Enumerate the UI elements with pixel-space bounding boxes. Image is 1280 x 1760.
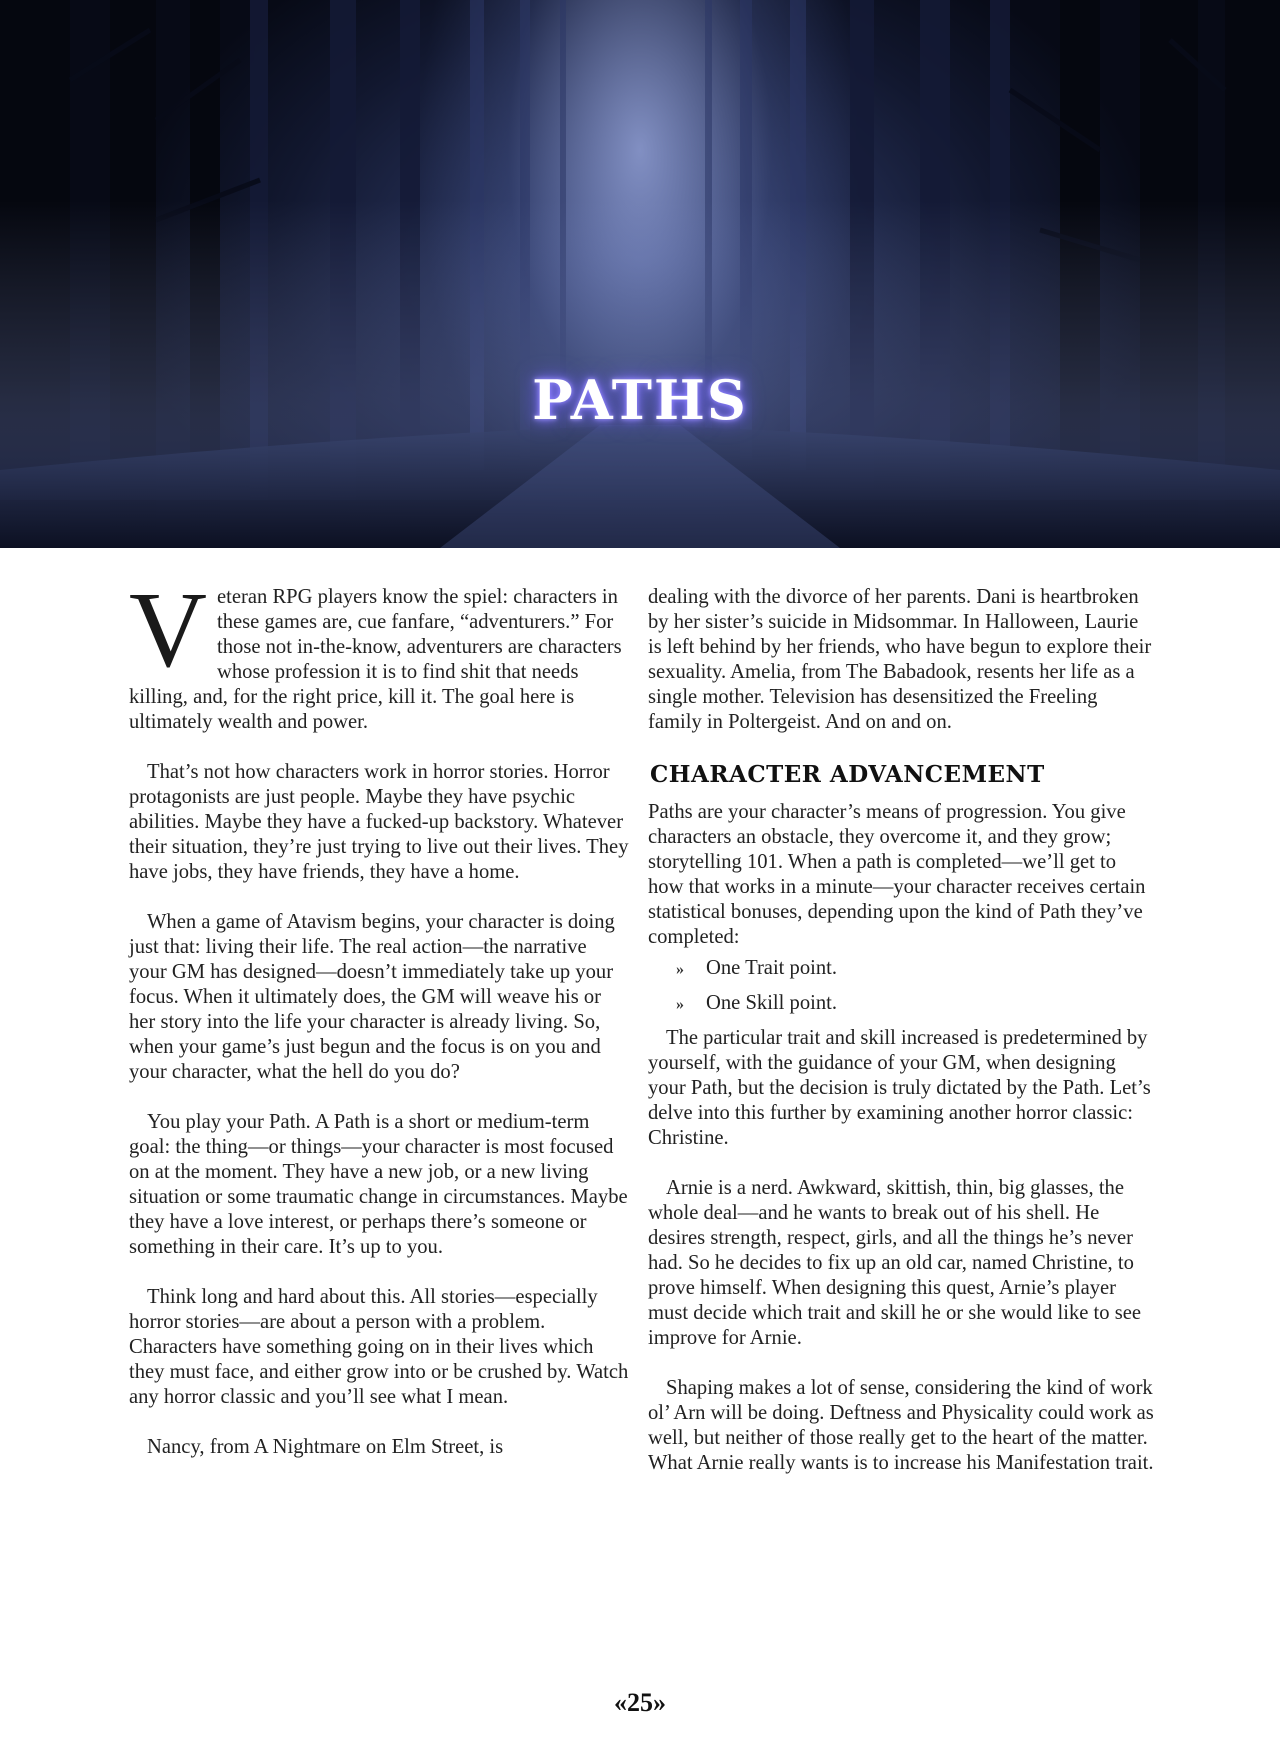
body-paragraph: Arnie is a nerd. Awkward, skittish, thin, big glasses, the whole deal—and he wants to break out of his shell. He desires strength, respect, girls, and all the things he’s never had. So he decides to fix up an old car, named Christine, to prove himself. When designing this quest, Arnie’s player must decide which trait and skill he or she would like to see improve for Arnie.: [648, 1177, 1141, 1349]
continuation-paragraph: dealing with the divorce of her parents. Dani is heartbroken by her sister’s suicide in Midsommar. In Halloween, Laurie is left behind by her friends, who have begun to explore their sexuality. Amelia, from The Babadook, resents her life as a single mother. Television has desensitized the Freeling family in Poltergeist. And on and on.: [648, 586, 1152, 733]
forest-illustration: [0, 0, 1280, 548]
section-heading: CHARACTER ADVANCEMENT: [650, 761, 1045, 788]
drop-cap: V: [129, 571, 207, 690]
body-paragraph: When a game of Atavism begins, your character is doing just that: living their life. The real action—the narrative your GM has designed—doesn’t immediately take up your focus. When it ultimately does, the GM will weave his or her story into the life your character is already living. So, when your game’s just begun and the focus is on you and your character, what the hell do you do?: [129, 911, 615, 1083]
body-paragraph: That’s not how characters work in horror stories. Horror protagonists are just people. Maybe they have psychic abilities. Maybe they have a fucked-up backstory. Whatever their situation, they’re just trying to live out their lives. They have jobs, they have friends, they have a home.: [129, 761, 629, 883]
body-paragraph: Shaping makes a lot of sense, considering the kind of work ol’ Arn will be doing. Deftness and Physicality could work as well, but neither of those really get to the heart of the matter. What Arnie really wants is to increase his Manifestation trait.: [648, 1377, 1154, 1474]
body-paragraph: The particular trait and skill increased is predetermined by yourself, with the guidance of your GM, when designing your Path, but the decision is truly dictated by the Path. Let’s delve into this further by examining another horror classic: Christine.: [648, 1027, 1151, 1149]
list-item: » One Skill point.: [676, 991, 1156, 1017]
bullet-chevron-icon: »: [676, 996, 684, 1013]
page-title: PATHS: [532, 368, 748, 432]
header-forest-image: [0, 0, 1280, 548]
body-paragraph: Nancy, from A Nightmare on Elm Street, is: [147, 1436, 504, 1458]
intro-paragraph: [129, 571, 629, 735]
section-intro-paragraph: Paths are your character’s means of progression. You give characters an obstacle, they overcome it, and they grow; storytelling 101. When a path is completed—we’ll get to how that works in a minute—your character receives certain statistical bonuses, depending upon the kind of Path they’ve completed:: [648, 801, 1146, 948]
intro-text: eteran RPG players know the spiel: characters in these games are, cue fanfare, “adventurers.” For those not in-the-know, adventurers are characters whose profession it is to find shit that needs killing, and, for the right price, kill it. The goal here is ultimately wealth and power.: [129, 586, 622, 733]
list-item: » One Trait point.: [676, 956, 1156, 982]
right-column: [648, 585, 1156, 1501]
bonus-list: [676, 956, 1156, 1017]
page-number: «25»: [614, 1688, 666, 1717]
bullet-chevron-icon: »: [676, 961, 684, 978]
body-paragraph: Think long and hard about this. All stories—especially horror stories—are about a person with a problem. Characters have something going on in their lives which they must face, and either grow into or be crushed by. Watch any horror classic and you’ll see what I mean.: [129, 1286, 629, 1408]
body-paragraph: You play your Path. A Path is a short or medium-term goal: the thing—or things—your character is most focused on at the moment. They have a new job, or a new living situation or some traumatic change in circumstances. Maybe they have a love interest, or perhaps there’s someone or something in their care. It’s up to you.: [129, 1111, 628, 1258]
left-column: [129, 571, 629, 1485]
